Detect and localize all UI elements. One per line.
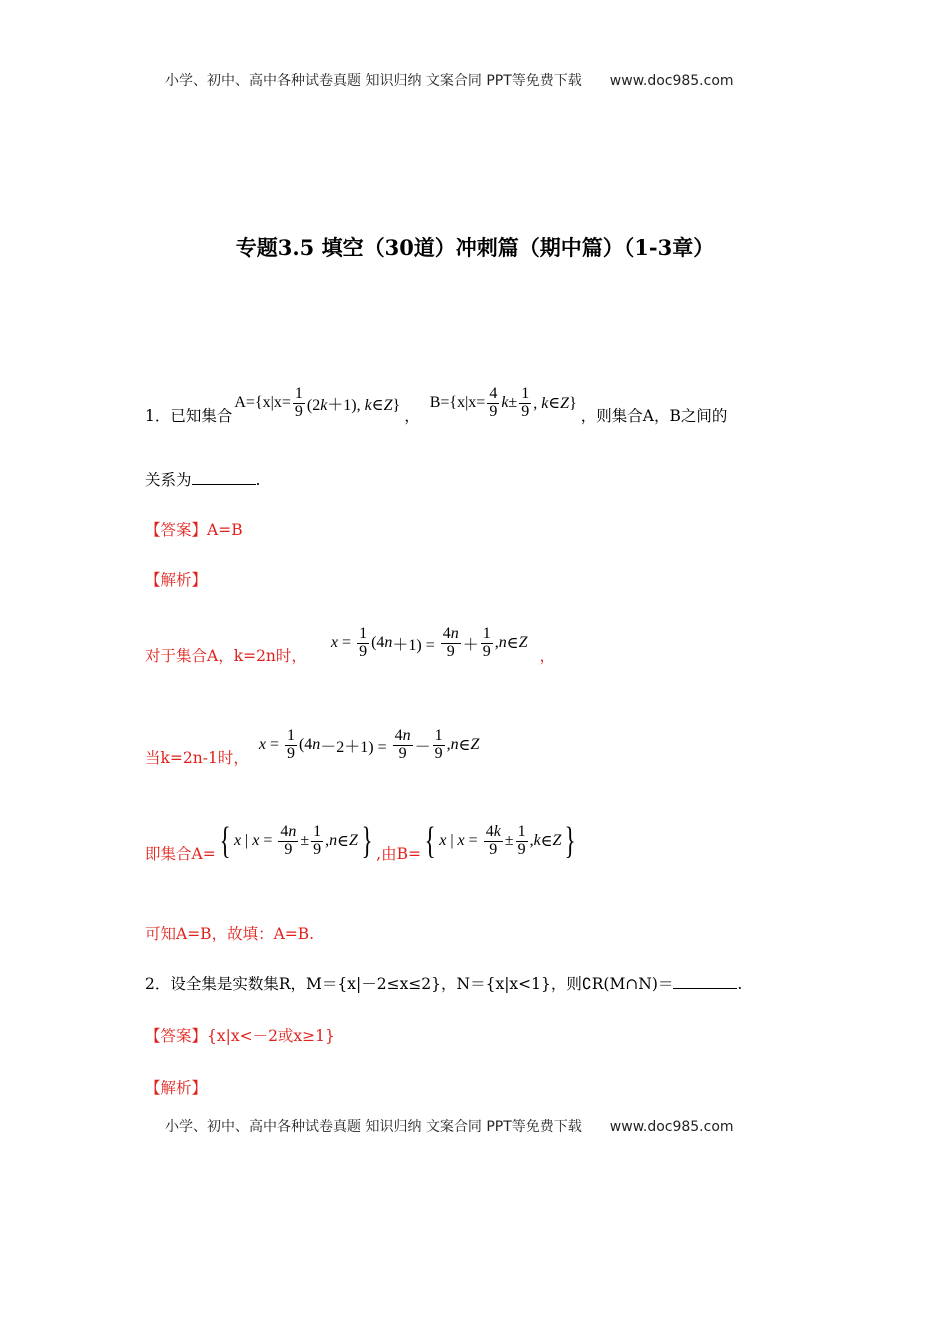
q1-comma: ， [404, 407, 420, 425]
q1-analysis-tag: 【解析】 [145, 571, 208, 589]
q1-answer [145, 518, 243, 540]
footer-url[interactable]: www.doc985.com [609, 1119, 734, 1135]
q2-analysis-tag: 【解析】 [145, 1079, 208, 1097]
answer-blank [192, 470, 256, 485]
q1-step3 [145, 818, 580, 864]
set-a-result: { x | x = $\frac{4n}{9}$ ± $\frac{1}{9}$ , n ∈ Z } [219, 820, 373, 862]
step1-text: 对于集合A，k=2n时， [145, 647, 307, 665]
set-b-result: { x | x = $\frac{4k}{9}$ ± $\frac{1}{9}$ , k ∈ Z } [424, 820, 577, 862]
step1-comma: ， [539, 647, 556, 665]
q1-line2-text: 关系为 [145, 471, 192, 489]
q1-end: . [255, 471, 261, 489]
q1-conclusion: 可知A=B，故填：A=B. [145, 925, 315, 943]
q1-step1 [145, 620, 555, 666]
set-b-definition: B={x|x= $\frac{4}{9}$ k± $\frac{1}{9}$ , k∈Z} [429, 384, 577, 420]
document-title: 专题3.5 填空（30道）冲刺篇（期中篇）（1-3章） [235, 235, 715, 260]
q2-answer-tag: 【答案】 [145, 1027, 208, 1045]
q2-answer-value: {x|x<－2或x≥1} [207, 1027, 335, 1045]
answer-tag: 【答案】 [145, 521, 208, 539]
q1-line2 [145, 468, 260, 490]
header-text: 小学、初中、高中各种试卷真题 知识归纳 文案合同 PPT等免费下载 [165, 73, 582, 89]
header-url[interactable]: www.doc985.com [609, 73, 734, 89]
answer-value: A=B [207, 521, 243, 539]
step2-text: 当k=2n-1时， [145, 749, 249, 767]
q2-answer [145, 1024, 335, 1046]
question-1 [145, 380, 727, 426]
q2-answer-blank [673, 974, 737, 989]
q2-text: 2．设全集是实数集R，M＝{x|－2≤x≤2}，N＝{x|x<1}，则∁R(M∩N)＝ [145, 975, 674, 993]
step3-mid: ,由B= [376, 845, 421, 863]
page-footer [165, 1116, 734, 1136]
footer-text: 小学、初中、高中各种试卷真题 知识归纳 文案合同 PPT等免费下载 [165, 1119, 582, 1135]
question-2 [145, 972, 742, 994]
q1-step2 [145, 722, 479, 768]
q2-end: . [737, 975, 743, 993]
page-header [165, 70, 734, 90]
set-a-definition: A={x|x= $\frac{1}{9}$ (2k＋1), k∈Z} [234, 384, 401, 420]
step3-text: 即集合A= [145, 845, 216, 863]
q1-prefix: 1．已知集合 [145, 407, 233, 425]
q1-suffix: ，则集合A，B之间的 [580, 407, 728, 425]
step2-formula: x = $\frac{1}{9}$ (4 n －2＋1) = $\frac{4n}{9}$ － $\frac{1}{9}$ , n ∈ Z [258, 726, 480, 762]
step1-formula: x = $\frac{1}{9}$ (4 n ＋1) = $\frac{4n}{9}$ ＋ $\frac{1}{9}$ , n ∈ Z [330, 624, 528, 660]
